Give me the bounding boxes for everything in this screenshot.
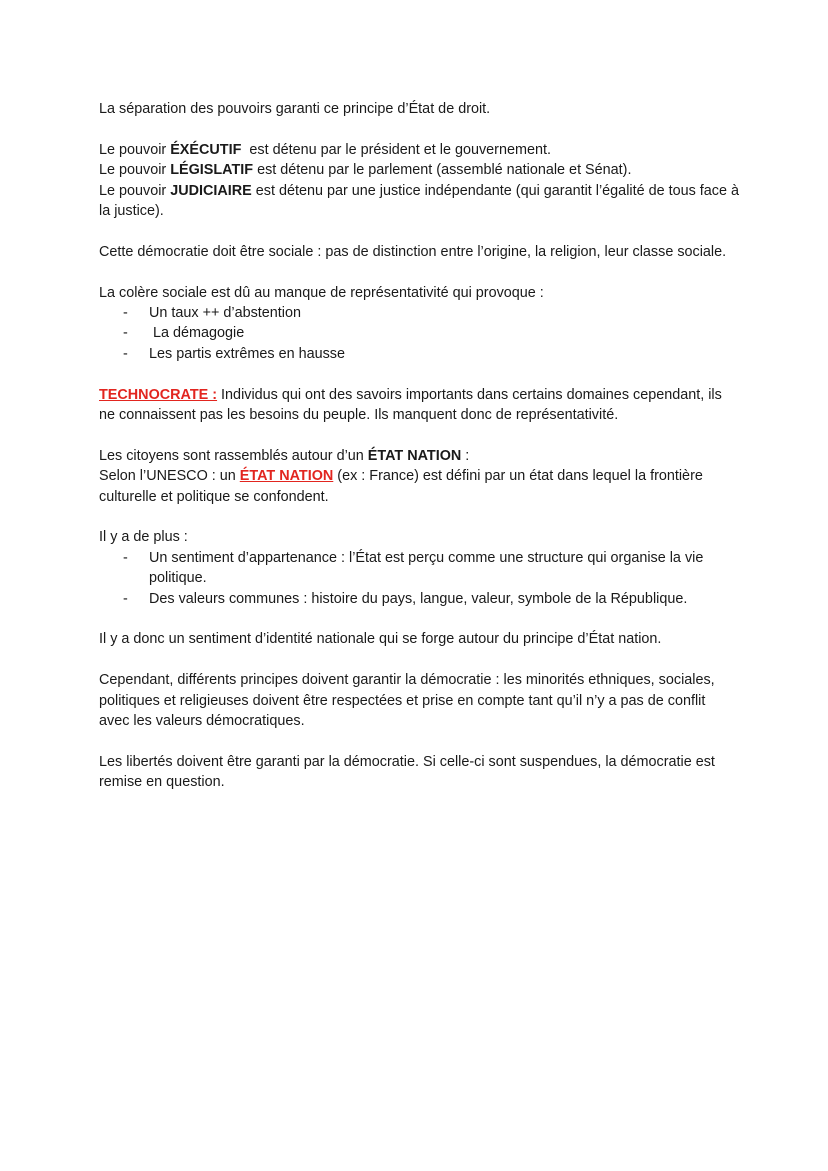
paragraph-de-plus: Il y a de plus :: [99, 529, 188, 546]
colere-list: [99, 303, 739, 364]
term-executif: ÉXÉCUTIF: [170, 141, 242, 158]
paragraph-democratie-sociale: Cette démocratie doit être sociale : pas de distinction entre l’origine, la religion, leur classe sociale.: [99, 243, 727, 260]
list-item: - Un taux ++ d’abstention: [99, 303, 739, 323]
paragraph-technocrate: TECHNOCRATE : Individus qui ont des savoirs importants dans certains domaines cependant, ils ne connaissent pas les besoins du peuple. Ils manquent donc de représentativité.: [99, 386, 722, 424]
pouvoir-judiciaire-line: Le pouvoir JUDICIAIRE est détenu par une justice indépendante (qui garantit l’égalité de tous face à la justice).: [99, 182, 739, 220]
term-judiciaire: JUDICIAIRE: [170, 182, 252, 199]
list-item: - Des valeurs communes : histoire du pays, langue, valeur, symbole de la République.: [99, 589, 739, 609]
paragraph-libertes: Les libertés doivent être garanti par la démocratie. Si celle-ci sont suspendues, la démocratie est remise en question.: [99, 753, 715, 791]
term-legislatif: LÉGISLATIF: [170, 162, 254, 179]
paragraph-cependant: Cependant, différents principes doivent garantir la démocratie : les minorités ethniques, sociales, politiques et religieuses doivent être respectées et prise en compte tant qu’il n’y a pas de conflit avec les valeurs démocratiques.: [99, 672, 715, 730]
term-technocrate: TECHNOCRATE :: [99, 386, 218, 403]
dash-bullet: -: [123, 345, 128, 362]
list-item: - Un sentiment d’appartenance : l’État est perçu comme une structure qui organise la vie politique.: [123, 549, 704, 587]
paragraph-separation-pouvoirs: La séparation des pouvoirs garanti ce principe d’État de droit.: [99, 101, 491, 117]
list-item: - La démagogie: [99, 323, 739, 343]
dash-bullet: -: [123, 590, 128, 607]
de-plus-list: [99, 548, 739, 609]
paragraph-colere-sociale: La colère sociale est dû au manque de représentativité qui provoque :: [99, 284, 544, 301]
dash-bullet: -: [123, 549, 128, 566]
list-item: - Les partis extrêmes en hausse: [99, 344, 739, 364]
paragraph-identite-nationale: Il y a donc un sentiment d’identité nationale qui se forge autour du principe d’État nation.: [99, 631, 662, 648]
term-etat-nation-bold: ÉTAT NATION: [367, 447, 462, 464]
dash-bullet: -: [123, 325, 128, 342]
paragraph-pouvoirs: [99, 140, 739, 222]
term-etat-nation-red: ÉTAT NATION: [239, 468, 334, 485]
dash-bullet: -: [123, 305, 128, 322]
paragraph-etat-nation: Les citoyens sont rassemblés autour d’un ÉTAT NATION : Selon l’UNESCO : un ÉTAT NATION (ex : France) est défini par un état dans lequel la frontière culturelle et politique se confondent.: [99, 447, 703, 505]
document-body: [99, 99, 739, 813]
pouvoir-legislatif-line: Le pouvoir LÉGISLATIF est détenu par le parlement (assemblé nationale et Sénat).: [99, 162, 632, 179]
pouvoir-executif-line: Le pouvoir ÉXÉCUTIF est détenu par le président et le gouvernement.: [99, 141, 551, 158]
